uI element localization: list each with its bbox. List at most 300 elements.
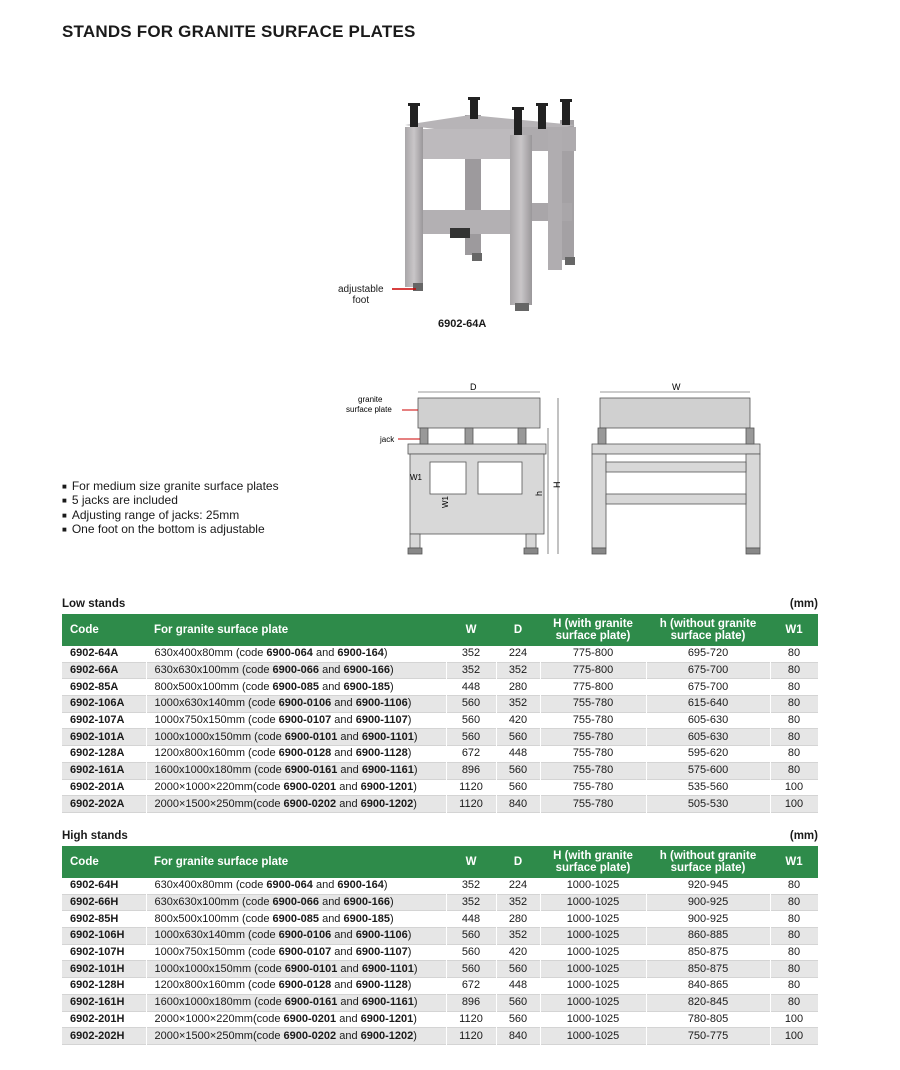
- row-w1: 80: [770, 746, 818, 763]
- plate-text-part: 1200x800x160mm (code: [154, 747, 279, 760]
- plate-text-part: 6900-1101: [361, 730, 414, 743]
- row-d: 224: [496, 878, 540, 894]
- row-plate: [146, 911, 446, 928]
- plate-text-part: ): [407, 697, 412, 710]
- table-header-row: [62, 846, 818, 878]
- row-code: 6902-85H: [62, 911, 146, 928]
- row-code: 6902-201H: [62, 1011, 146, 1028]
- plate-text-part: 2000×1000×220mm(code: [154, 780, 284, 793]
- foot-label-line2: foot: [352, 295, 370, 306]
- foot-label-line1: adjustable: [338, 284, 384, 295]
- table-row: [62, 961, 818, 978]
- plate-text-part: and: [337, 730, 362, 743]
- row-d: 560: [496, 729, 540, 746]
- plate-text-part: 6900-085: [272, 912, 320, 925]
- low-stands-label: Low stands: [62, 598, 126, 610]
- row-h: 860-885: [646, 928, 770, 945]
- high-stands-unit: (mm): [789, 830, 818, 842]
- row-h: 615-640: [646, 696, 770, 713]
- low-stands-table: [62, 614, 819, 813]
- plate-text-part: 1600x1000x180mm (code: [154, 996, 285, 1009]
- plate-text-part: 6900-0201: [283, 780, 337, 793]
- plate-text-part: and: [331, 929, 356, 942]
- table-row: [62, 662, 818, 679]
- plate-text-part: ): [383, 647, 388, 660]
- row-H: 1000-1025: [540, 961, 646, 978]
- row-w1: 80: [770, 961, 818, 978]
- plate-text-part: and: [319, 912, 344, 925]
- plate-text-part: ): [407, 714, 412, 727]
- row-h: 820-845: [646, 994, 770, 1011]
- row-plate: [146, 1011, 446, 1028]
- plate-text-part: ): [407, 929, 412, 942]
- feature-list: [62, 480, 279, 537]
- table-row: [62, 928, 818, 945]
- plate-text-part: 6900-1107: [355, 714, 408, 727]
- row-H: 1000-1025: [540, 928, 646, 945]
- plate-text-part: and: [336, 1029, 361, 1042]
- plate-text-part: 2000×1000×220mm(code: [154, 1012, 284, 1025]
- row-w: 560: [446, 729, 496, 746]
- plate-text-part: and: [336, 1012, 361, 1025]
- row-H: 755-780: [540, 746, 646, 763]
- plate-text-part: 1000x1000x150mm (code: [154, 730, 285, 743]
- table-row: [62, 1028, 818, 1045]
- col-w-header: W: [446, 614, 496, 646]
- row-d: 352: [496, 894, 540, 911]
- row-plate: [146, 878, 446, 894]
- plate-text-part: 2000×1500×250mm(code: [154, 797, 284, 810]
- row-w1: 80: [770, 878, 818, 894]
- plate-text-part: 6900-185: [343, 912, 390, 925]
- row-plate: [146, 978, 446, 995]
- col-code-header: Code: [62, 846, 146, 878]
- col-H-header: H (with granite surface plate): [540, 614, 646, 646]
- dim-w1-vertical-label: W1: [441, 496, 450, 508]
- row-h: 840-865: [646, 978, 770, 995]
- plate-text-part: 1000x1000x150mm (code: [154, 962, 285, 975]
- row-H: 1000-1025: [540, 1011, 646, 1028]
- dim-d-label: D: [470, 382, 477, 392]
- row-d: 560: [496, 762, 540, 779]
- plate-text-part: ): [407, 979, 412, 992]
- plate-text-part: 6900-064: [266, 647, 313, 660]
- plate-text-part: 6900-1101: [361, 962, 414, 975]
- row-plate: [146, 796, 446, 813]
- plate-text-part: and: [319, 680, 344, 693]
- row-plate: [146, 779, 446, 796]
- col-plate-header: For granite surface plate: [146, 614, 446, 646]
- table-row: [62, 646, 818, 662]
- plate-text-part: 6900-0107: [278, 946, 332, 959]
- row-w: 560: [446, 928, 496, 945]
- row-code: 6902-101A: [62, 729, 146, 746]
- row-w: 352: [446, 662, 496, 679]
- page-title: STANDS FOR GRANITE SURFACE PLATES: [62, 22, 416, 41]
- row-plate: [146, 762, 446, 779]
- row-w1: 100: [770, 796, 818, 813]
- plate-text-part: 6900-1107: [355, 946, 408, 959]
- plate-text-part: and: [312, 879, 338, 892]
- plate-text-part: 6900-1202: [360, 1029, 414, 1042]
- plate-text-part: ): [413, 780, 417, 793]
- row-code: 6902-64A: [62, 646, 146, 662]
- row-H: 1000-1025: [540, 878, 646, 894]
- row-w1: 100: [770, 1011, 818, 1028]
- plate-text-part: 630x630x100mm (code: [154, 664, 273, 677]
- col-d-header: D: [496, 846, 540, 878]
- row-H: 775-800: [540, 662, 646, 679]
- row-d: 560: [496, 1011, 540, 1028]
- plate-text-part: and: [312, 647, 338, 660]
- low-stands-unit: (mm): [789, 598, 818, 610]
- row-d: 560: [496, 961, 540, 978]
- table-header-row: [62, 614, 818, 646]
- plate-text-part: 6900-0202: [283, 1029, 337, 1042]
- row-plate: [146, 994, 446, 1011]
- row-w: 448: [446, 911, 496, 928]
- row-code: 6902-106A: [62, 696, 146, 713]
- row-code: 6902-66A: [62, 662, 146, 679]
- plate-text-part: ): [413, 730, 418, 743]
- row-h: 605-630: [646, 712, 770, 729]
- row-w1: 80: [770, 944, 818, 961]
- col-w1-header: W1: [770, 846, 818, 878]
- row-w: 672: [446, 746, 496, 763]
- plate-text-part: and: [331, 979, 356, 992]
- row-d: 840: [496, 1028, 540, 1045]
- plate-text-part: 6900-085: [272, 680, 320, 693]
- plate-text-part: 630x400x80mm (code: [154, 647, 267, 660]
- plate-text-part: and: [337, 764, 362, 777]
- row-plate: [146, 1028, 446, 1045]
- plate-text-part: 6900-0128: [278, 979, 332, 992]
- feature-item: ■ 5 jacks are included: [62, 494, 279, 508]
- row-w1: 80: [770, 696, 818, 713]
- row-code: 6902-64H: [62, 878, 146, 894]
- plate-text-part: 630x630x100mm (code: [154, 896, 273, 909]
- row-h: 920-945: [646, 878, 770, 894]
- row-H: 1000-1025: [540, 911, 646, 928]
- row-code: 6902-85A: [62, 679, 146, 696]
- row-d: 448: [496, 978, 540, 995]
- plate-text-part: 6900-1201: [360, 1012, 414, 1025]
- plate-text-part: 6900-1128: [355, 747, 408, 760]
- row-code: 6902-202A: [62, 796, 146, 813]
- row-H: 755-780: [540, 729, 646, 746]
- row-d: 840: [496, 796, 540, 813]
- table-row: [62, 944, 818, 961]
- row-h: 850-875: [646, 944, 770, 961]
- row-w: 560: [446, 961, 496, 978]
- col-d-header: D: [496, 614, 540, 646]
- table-row: [62, 1011, 818, 1028]
- col-w-header: W: [446, 846, 496, 878]
- plate-text-part: 2000×1500×250mm(code: [154, 1029, 284, 1042]
- row-H: 1000-1025: [540, 1028, 646, 1045]
- plate-text-part: and: [331, 697, 356, 710]
- row-d: 352: [496, 928, 540, 945]
- row-code: 6902-161A: [62, 762, 146, 779]
- row-w: 352: [446, 894, 496, 911]
- row-h: 535-560: [646, 779, 770, 796]
- plate-text-part: 6900-1161: [361, 996, 414, 1009]
- plate-text-part: 630x400x80mm (code: [154, 879, 267, 892]
- row-w: 896: [446, 994, 496, 1011]
- plate-text-part: 6900-0202: [283, 797, 337, 810]
- row-d: 448: [496, 746, 540, 763]
- row-w1: 80: [770, 679, 818, 696]
- plate-text-part: 6900-166: [343, 896, 390, 909]
- row-w: 560: [446, 944, 496, 961]
- plate-text-part: 6900-164: [337, 647, 384, 660]
- plate-text-part: and: [319, 896, 344, 909]
- row-H: 1000-1025: [540, 944, 646, 961]
- row-code: 6902-161H: [62, 994, 146, 1011]
- table-row: [62, 978, 818, 995]
- row-H: 755-780: [540, 762, 646, 779]
- plate-text-part: 1000x630x140mm (code: [154, 929, 279, 942]
- row-w1: 80: [770, 894, 818, 911]
- row-w1: 80: [770, 762, 818, 779]
- row-plate: [146, 928, 446, 945]
- plate-text-part: ): [389, 896, 394, 909]
- row-w: 1120: [446, 779, 496, 796]
- plate-text-part: ): [407, 747, 412, 760]
- col-h-header: h (without granite surface plate): [646, 614, 770, 646]
- row-d: 352: [496, 662, 540, 679]
- row-plate: [146, 679, 446, 696]
- plate-text-part: 6900-164: [337, 879, 384, 892]
- plate-text-part: ): [413, 1029, 417, 1042]
- plate-text-part: and: [336, 780, 361, 793]
- row-d: 560: [496, 779, 540, 796]
- col-plate-header: For granite surface plate: [146, 846, 446, 878]
- row-w1: 80: [770, 928, 818, 945]
- plate-text-part: 6900-166: [343, 664, 390, 677]
- row-w: 560: [446, 696, 496, 713]
- row-code: 6902-106H: [62, 928, 146, 945]
- plate-text-part: ): [389, 680, 394, 693]
- row-H: 775-800: [540, 646, 646, 662]
- row-h: 695-720: [646, 646, 770, 662]
- table-row: [62, 779, 818, 796]
- dim-w1-horizontal-label: W1: [410, 473, 422, 482]
- plate-text-part: 6900-0161: [284, 764, 338, 777]
- plate-text-part: 6900-0106: [278, 929, 332, 942]
- row-d: 560: [496, 994, 540, 1011]
- row-code: 6902-202H: [62, 1028, 146, 1045]
- table-row: [62, 994, 818, 1011]
- row-w: 1120: [446, 796, 496, 813]
- jack-label: jack: [380, 435, 395, 444]
- plate-text-part: ): [413, 764, 418, 777]
- row-H: 755-780: [540, 779, 646, 796]
- row-h: 900-925: [646, 911, 770, 928]
- row-plate: [146, 746, 446, 763]
- row-w1: 80: [770, 662, 818, 679]
- plate-text-part: and: [336, 797, 361, 810]
- row-h: 900-925: [646, 894, 770, 911]
- feature-item: ■ Adjusting range of jacks: 25mm: [62, 509, 279, 523]
- plate-text-part: 6900-0161: [284, 996, 338, 1009]
- row-d: 280: [496, 679, 540, 696]
- plate-text-part: 6900-1106: [355, 697, 408, 710]
- row-d: 420: [496, 944, 540, 961]
- plate-text-part: and: [337, 996, 362, 1009]
- photo-model-label: 6902-64A: [438, 318, 487, 330]
- table-row: [62, 894, 818, 911]
- row-H: 755-780: [540, 712, 646, 729]
- row-h: 505-530: [646, 796, 770, 813]
- plate-text-part: ): [413, 996, 418, 1009]
- row-H: 755-780: [540, 796, 646, 813]
- plate-text-part: 6900-0128: [278, 747, 332, 760]
- row-h: 750-775: [646, 1028, 770, 1045]
- plate-text-part: 6900-0201: [283, 1012, 337, 1025]
- table-row: [62, 696, 818, 713]
- plate-text-part: 6900-1106: [355, 929, 408, 942]
- col-w1-header: W1: [770, 614, 818, 646]
- plate-text-part: 800x500x100mm (code: [154, 912, 273, 925]
- row-H: 1000-1025: [540, 978, 646, 995]
- row-w1: 100: [770, 1028, 818, 1045]
- table-row: [62, 796, 818, 813]
- table-row: [62, 679, 818, 696]
- row-w1: 80: [770, 646, 818, 662]
- row-h: 675-700: [646, 679, 770, 696]
- row-w1: 100: [770, 779, 818, 796]
- row-h: 595-620: [646, 746, 770, 763]
- table-row: [62, 746, 818, 763]
- row-code: 6902-128H: [62, 978, 146, 995]
- plate-text-part: 6900-0106: [278, 697, 332, 710]
- row-H: 755-780: [540, 696, 646, 713]
- dim-w-label: W: [672, 382, 681, 392]
- row-d: 352: [496, 696, 540, 713]
- plate-text-part: 1000x630x140mm (code: [154, 697, 279, 710]
- plate-text-part: 1600x1000x180mm (code: [154, 764, 285, 777]
- granite-label-line1: granite: [358, 395, 383, 404]
- plate-text-part: ): [389, 912, 394, 925]
- row-d: 280: [496, 911, 540, 928]
- row-H: 1000-1025: [540, 894, 646, 911]
- plate-text-part: 6900-1201: [360, 780, 414, 793]
- plate-text-part: and: [331, 714, 356, 727]
- row-plate: [146, 729, 446, 746]
- row-w: 1120: [446, 1028, 496, 1045]
- row-h: 605-630: [646, 729, 770, 746]
- plate-text-part: ): [383, 879, 388, 892]
- row-plate: [146, 696, 446, 713]
- plate-text-part: 1200x800x160mm (code: [154, 979, 279, 992]
- row-plate: [146, 662, 446, 679]
- row-w1: 80: [770, 911, 818, 928]
- row-w1: 80: [770, 978, 818, 995]
- plate-text-part: 6900-1128: [355, 979, 408, 992]
- row-code: 6902-107H: [62, 944, 146, 961]
- row-w: 352: [446, 646, 496, 662]
- row-plate: [146, 646, 446, 662]
- row-w1: 80: [770, 994, 818, 1011]
- table-row: [62, 762, 818, 779]
- table-row: [62, 712, 818, 729]
- row-plate: [146, 944, 446, 961]
- plate-text-part: 6900-064: [266, 879, 313, 892]
- plate-text-part: ): [413, 962, 418, 975]
- col-H-header: H (with granite surface plate): [540, 846, 646, 878]
- plate-text-part: and: [319, 664, 344, 677]
- row-w: 1120: [446, 1011, 496, 1028]
- plate-text-part: 6900-066: [272, 896, 320, 909]
- plate-text-part: 6900-0101: [284, 730, 338, 743]
- plate-text-part: and: [331, 747, 356, 760]
- plate-text-part: 1000x750x150mm (code: [154, 714, 279, 727]
- row-plate: [146, 961, 446, 978]
- feature-item: ■ One foot on the bottom is adjustable: [62, 523, 279, 537]
- plate-text-part: and: [337, 962, 362, 975]
- plate-text-part: 6900-1202: [360, 797, 414, 810]
- plate-text-part: 800x500x100mm (code: [154, 680, 273, 693]
- col-h-header: h (without granite surface plate): [646, 846, 770, 878]
- row-H: 1000-1025: [540, 994, 646, 1011]
- table-row: [62, 911, 818, 928]
- row-w1: 80: [770, 712, 818, 729]
- row-w: 448: [446, 679, 496, 696]
- plate-text-part: ): [413, 797, 417, 810]
- plate-text-part: and: [331, 946, 356, 959]
- table-row: [62, 729, 818, 746]
- row-w: 672: [446, 978, 496, 995]
- dim-h-label: h: [534, 490, 544, 496]
- row-h: 850-875: [646, 961, 770, 978]
- plate-text-part: ): [407, 946, 412, 959]
- row-h: 575-600: [646, 762, 770, 779]
- row-w: 560: [446, 712, 496, 729]
- plate-text-part: ): [389, 664, 394, 677]
- row-d: 420: [496, 712, 540, 729]
- row-w1: 80: [770, 729, 818, 746]
- row-code: 6902-201A: [62, 779, 146, 796]
- plate-text-part: 6900-185: [343, 680, 390, 693]
- dim-H-label: H: [552, 481, 562, 488]
- row-w: 352: [446, 878, 496, 894]
- row-h: 675-700: [646, 662, 770, 679]
- row-code: 6902-128A: [62, 746, 146, 763]
- row-plate: [146, 712, 446, 729]
- row-code: 6902-101H: [62, 961, 146, 978]
- row-w: 896: [446, 762, 496, 779]
- high-stands-label: High stands: [62, 830, 128, 842]
- col-code-header: Code: [62, 614, 146, 646]
- row-code: 6902-107A: [62, 712, 146, 729]
- row-d: 224: [496, 646, 540, 662]
- row-h: 780-805: [646, 1011, 770, 1028]
- plate-text-part: 6900-1161: [361, 764, 414, 777]
- table-row: [62, 878, 818, 894]
- stand-schematic: [330, 378, 790, 578]
- plate-text-part: 6900-066: [272, 664, 320, 677]
- plate-text-part: 1000x750x150mm (code: [154, 946, 279, 959]
- plate-text-part: ): [413, 1012, 417, 1025]
- plate-text-part: 6900-0101: [284, 962, 338, 975]
- plate-text-part: 6900-0107: [278, 714, 332, 727]
- high-stands-table: [62, 846, 819, 1045]
- row-H: 775-800: [540, 679, 646, 696]
- row-plate: [146, 894, 446, 911]
- granite-label-line2: surface plate: [346, 405, 392, 414]
- adjustable-foot-label: [338, 284, 384, 306]
